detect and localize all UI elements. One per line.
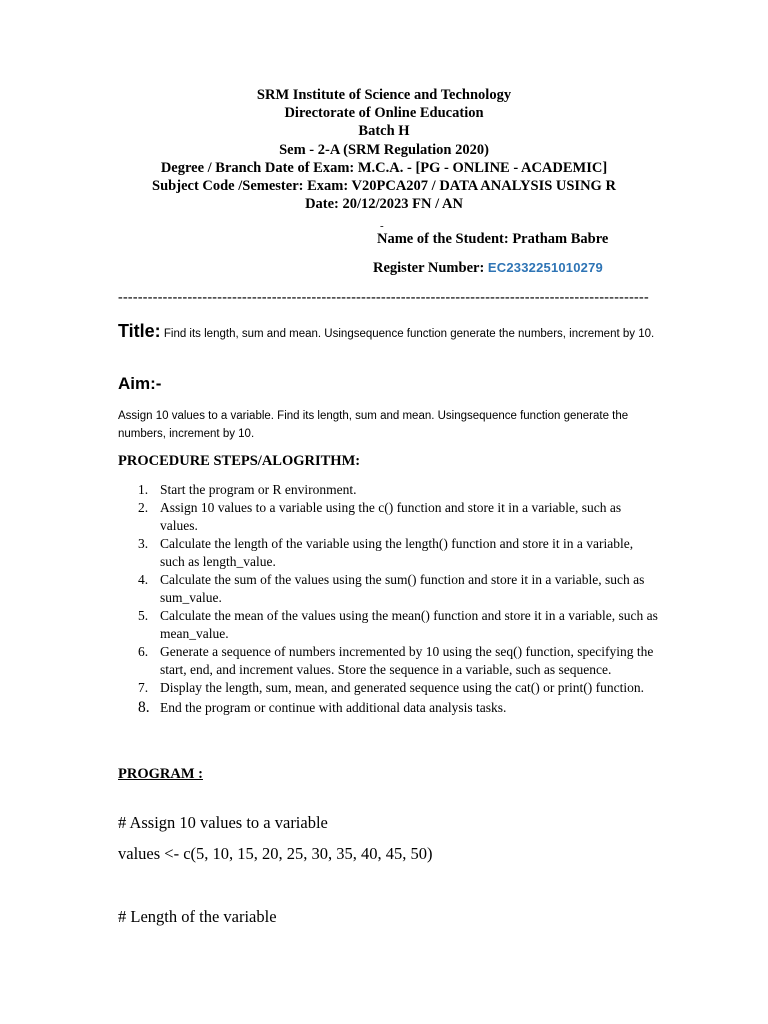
batch-line: Batch H [358,123,410,140]
step-text: Assign 10 values to a variable using the c() function and store it in a variable, such as values. [160,500,622,533]
program-heading: PROGRAM : [118,766,203,782]
register-number-line [373,260,603,277]
stray-mark: - [380,220,384,232]
register-label: Register Number: [373,260,488,276]
step-number: 8. [138,699,150,716]
directorate-name: Directorate of Online Education [284,105,484,122]
step-number: 4. [138,572,149,587]
semester-line: Sem - 2-A (SRM Regulation 2020) [279,141,489,158]
step-text: Start the program or R environment. [160,482,357,497]
list-item [118,481,658,499]
list-item [118,679,658,697]
student-name: Name of the Student: Pratham Babre [377,231,609,247]
list-item [118,499,658,535]
procedure-heading: PROCEDURE STEPS/ALOGRITHM: [118,453,361,469]
code-assign-values: values <- c(5, 10, 15, 20, 25, 30, 35, 40, 45, 50) [118,844,433,863]
aim-text: Assign 10 values to a variable. Find its length, sum and mean. Usingsequence function generate the numbers, increment by 10. [118,410,629,440]
step-text: Calculate the length of the variable using the length() function and store it in a variable, such as length_value. [160,536,634,569]
list-item [118,571,658,607]
register-number: EC2332251010279 [487,260,603,275]
exam-date-line: Date: 20/12/2023 FN / AN [305,196,463,213]
step-number: 7. [138,680,149,695]
code-comment-length: # Length of the variable [118,907,277,926]
step-number: 2. [138,500,149,515]
list-item [118,699,658,717]
title-section [118,322,658,343]
step-text: Display the length, sum, mean, and generated sequence using the cat() or print() function. [160,680,644,695]
step-number: 6. [138,644,149,659]
step-text: End the program or continue with additional data analysis tasks. [160,700,507,715]
degree-branch-line: Degree / Branch Date of Exam: M.C.A. - [PG - ONLINE - ACADEMIC] [160,159,608,176]
code-comment-assign: # Assign 10 values to a variable [118,813,328,832]
list-item [118,607,658,643]
step-text: Calculate the sum of the values using the sum() function and store it in a variable, such as sum_value. [160,572,645,605]
aim-label: Aim:- [118,374,162,393]
title-label: Title: [118,321,161,341]
list-item [118,643,658,679]
exam-header [0,86,768,213]
step-number: 5. [138,608,149,623]
institute-name: SRM Institute of Science and Technology [256,87,512,103]
step-text: Calculate the mean of the values using the mean() function and store it in a variable, such as mean_value. [160,608,658,641]
separator-line: ----------------------------------------------------------------------------------------------------------- [118,290,649,305]
step-number: 3. [138,536,149,551]
step-text: Generate a sequence of numbers incremented by 10 using the seq() function, specifying the start, end, and increment values. Store the sequence in a variable, such as sequence. [160,644,654,677]
title-text: Find its length, sum and mean. Usingsequence function generate the numbers, increment by 10. [160,328,655,340]
procedure-steps [118,481,658,717]
subject-code-line: Subject Code /Semester: Exam: V20PCA207 / DATA ANALYSIS USING R [152,178,616,195]
step-number: 1. [138,482,149,497]
list-item [118,535,658,571]
